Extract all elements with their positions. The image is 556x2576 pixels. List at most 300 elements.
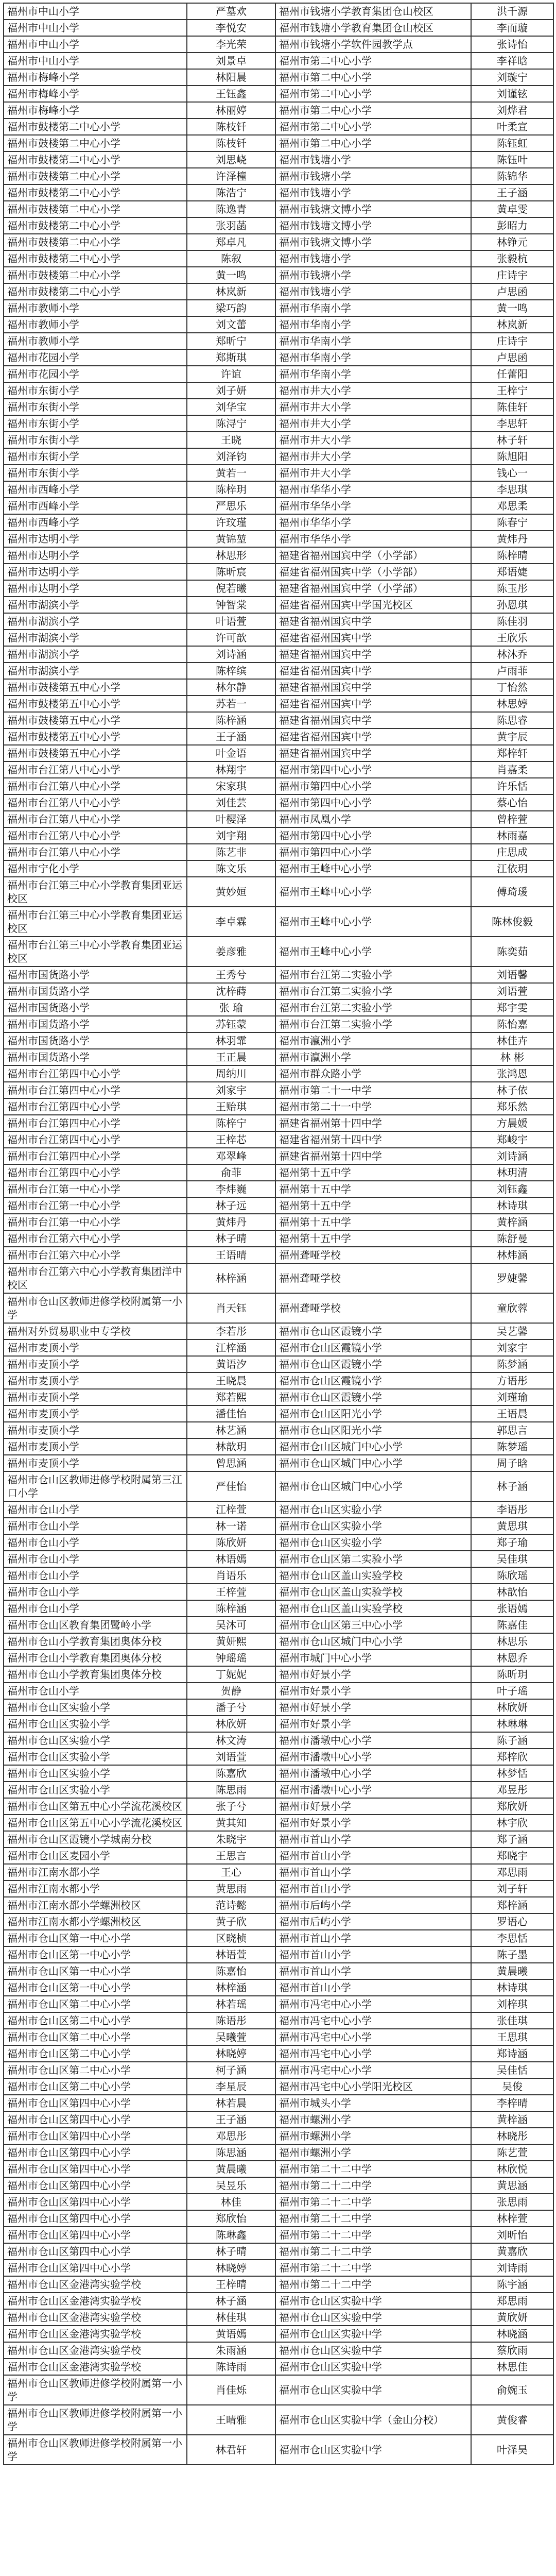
- table-row: [4, 630, 553, 646]
- teacher-cell: 黄若一: [187, 465, 275, 481]
- partner-cell: 林晓涵: [471, 2326, 553, 2342]
- teacher-cell: 陈枝钎: [187, 135, 275, 151]
- partner-cell: 彭昭力: [471, 217, 553, 234]
- school-cell: 福州市宁化小学: [4, 860, 187, 877]
- teacher-cell: 吴曦萱: [187, 2029, 275, 2045]
- teacher-cell: 李卓霖: [187, 907, 275, 937]
- table-row: [4, 844, 553, 860]
- partner-cell: 邓昱彤: [471, 1782, 553, 1798]
- teacher-cell: 黄锦堃: [187, 531, 275, 547]
- partner-cell: 刘语馨: [471, 967, 553, 983]
- partner-cell: 刘瑾瑜: [471, 1389, 553, 1405]
- target-school-cell: 福州市冯宅中心小学: [275, 2029, 471, 2045]
- partner-cell: 林梦恬: [471, 1765, 553, 1782]
- partner-cell: 林晓彤: [471, 2128, 553, 2144]
- table-row: [4, 1438, 553, 1455]
- school-cell: 福州市台江第六中心小学: [4, 1247, 187, 1263]
- teacher-cell: 王心: [187, 1864, 275, 1880]
- table-row: [4, 1683, 553, 1699]
- school-cell: 福州市仓山区第四中心小学: [4, 2227, 187, 2243]
- table-row: [4, 1422, 553, 1438]
- school-cell: 福州市台江第六中心小学: [4, 1230, 187, 1247]
- target-school-cell: 福州第十五中学: [275, 1214, 471, 1230]
- target-school-cell: 福州市仓山区实验小学: [275, 1501, 471, 1518]
- target-school-cell: 福州市钱塘小学教育集团仓山校区: [275, 3, 471, 20]
- table-row: [4, 267, 553, 283]
- teacher-cell: 林佳: [187, 2194, 275, 2210]
- table-row: [4, 1732, 553, 1749]
- school-cell: 福州市达明小学: [4, 580, 187, 597]
- table-row: [4, 2012, 553, 2029]
- teacher-cell: 肖语乐: [187, 1567, 275, 1584]
- teacher-cell: 陈诗雨: [187, 2359, 275, 2375]
- target-school-cell: 福州聋哑学校: [275, 1247, 471, 1263]
- partner-cell: 傅琦瑗: [471, 877, 553, 907]
- target-school-cell: 福州市第二十一中学: [275, 1098, 471, 1115]
- teacher-cell: 黄妍熙: [187, 1633, 275, 1650]
- school-cell: 福州市鼓楼第二中心小学: [4, 267, 187, 283]
- partner-cell: 林沐乔: [471, 646, 553, 663]
- table-row: [4, 151, 553, 168]
- partner-cell: 蔡心怡: [471, 794, 553, 811]
- partner-cell: 林 彬: [471, 1049, 553, 1065]
- target-school-cell: 福州市首山小学: [275, 1979, 471, 1996]
- table-row: [4, 811, 553, 827]
- partner-cell: 刘谨铉: [471, 86, 553, 102]
- teacher-cell: 林一诺: [187, 1518, 275, 1534]
- target-school-cell: 福州市首山小学: [275, 1831, 471, 1848]
- partner-cell: 吴艺馨: [471, 1323, 553, 1340]
- partner-cell: 郑梓轩: [471, 745, 553, 761]
- table-row: [4, 696, 553, 712]
- teacher-cell: 黄语汐: [187, 1356, 275, 1372]
- teacher-cell: 王语晴: [187, 1247, 275, 1263]
- partner-cell: 吴佳琪: [471, 1551, 553, 1567]
- partner-cell: 许乐恬: [471, 778, 553, 794]
- target-school-cell: 福州市冯宅中心小学阳光校区: [275, 2078, 471, 2095]
- school-cell: 福州市东街小学: [4, 415, 187, 432]
- target-school-cell: 福建省福州国宾中学: [275, 663, 471, 679]
- target-school-cell: 福州市冯宅中心小学: [275, 1996, 471, 2012]
- teacher-cell: 许谊: [187, 366, 275, 382]
- table-row: [4, 498, 553, 514]
- partner-cell: 郑乐然: [471, 1098, 553, 1115]
- target-school-cell: 福州市仓山区霞镜小学: [275, 1356, 471, 1372]
- school-cell: 福州市仓山小学: [4, 1501, 187, 1518]
- partner-cell: 黄梓涵: [471, 2111, 553, 2128]
- school-cell: 福州市仓山区第四中心小学: [4, 2243, 187, 2260]
- target-school-cell: 福州市第二中心小学: [275, 69, 471, 86]
- partner-cell: 吴俊: [471, 2078, 553, 2095]
- teacher-cell: 林子晴: [187, 1230, 275, 1247]
- table-row: [4, 1181, 553, 1197]
- teacher-cell: 陈枝钎: [187, 118, 275, 135]
- table-row: [4, 2435, 553, 2465]
- school-cell: 福州市仓山区教师进修学校附属第一小学: [4, 2375, 187, 2405]
- teacher-cell: 沈梓蒔: [187, 983, 275, 999]
- target-school-cell: 福建省福州国宾中学: [275, 630, 471, 646]
- table-row: [4, 1471, 553, 1501]
- table-row: [4, 1455, 553, 1471]
- school-cell: 福州市仓山区第二中心小学: [4, 2045, 187, 2062]
- table-row: [4, 547, 553, 564]
- school-cell: 福州市鼓楼第二中心小学: [4, 234, 187, 250]
- table-row: [4, 2144, 553, 2161]
- teacher-cell: 刘景卓: [187, 53, 275, 69]
- target-school-cell: 福州市仓山区实验中学: [275, 2435, 471, 2465]
- partner-cell: 方晨媛: [471, 1115, 553, 1131]
- table-row: [4, 168, 553, 184]
- table-row: [4, 1131, 553, 1148]
- partner-cell: 陈林俊毅: [471, 907, 553, 937]
- partner-cell: 陈钰虹: [471, 135, 553, 151]
- target-school-cell: 福州市仓山区阳光小学: [275, 1422, 471, 1438]
- school-cell: 福州市台江第一中心小学: [4, 1214, 187, 1230]
- partner-cell: 林琳琳: [471, 1716, 553, 1732]
- table-row: [4, 1263, 553, 1293]
- target-school-cell: 福州市冯宅中心小学: [275, 2012, 471, 2029]
- target-school-cell: 福州市仓山区阳光小学: [275, 1405, 471, 1422]
- table-row: [4, 432, 553, 448]
- table-row: [4, 983, 553, 999]
- teacher-cell: 倪若曦: [187, 580, 275, 597]
- partner-cell: 林梓萱: [471, 2210, 553, 2227]
- target-school-cell: 福州第十五中学: [275, 1181, 471, 1197]
- target-school-cell: 福州市潘墩中心小学: [275, 1782, 471, 1798]
- target-school-cell: 福州聋哑学校: [275, 1263, 471, 1293]
- school-cell: 福州市仓山区麦园小学: [4, 1848, 187, 1864]
- target-school-cell: 福州市钱塘小学: [275, 184, 471, 201]
- partner-cell: 郑欣妍: [471, 1798, 553, 1815]
- teacher-cell: 严思乐: [187, 498, 275, 514]
- target-school-cell: 福州市仓山区城门中心小学: [275, 1438, 471, 1455]
- school-cell: 福州市达明小学: [4, 564, 187, 580]
- target-school-cell: 福州市第二中心小学: [275, 118, 471, 135]
- partner-cell: 陈梓晴: [471, 547, 553, 564]
- teacher-cell: 陈思涵: [187, 2144, 275, 2161]
- table-row: [4, 2359, 553, 2375]
- partner-cell: 张诗怡: [471, 36, 553, 53]
- target-school-cell: 福州市潘墩中心小学: [275, 1749, 471, 1765]
- school-cell: 福州市鼓楼第二中心小学: [4, 217, 187, 234]
- teacher-cell: 肖天钰: [187, 1293, 275, 1323]
- table-row: [4, 1650, 553, 1666]
- table-row: [4, 2260, 553, 2276]
- partner-cell: 黄欣妍: [471, 2309, 553, 2326]
- partner-cell: 童欣蓉: [471, 1293, 553, 1323]
- partner-cell: 林铮元: [471, 234, 553, 250]
- school-cell: 福州市仓山区教师进修学校附属第一小学: [4, 1293, 187, 1323]
- partner-cell: 黄俊睿: [471, 2405, 553, 2435]
- table-row: [4, 465, 553, 481]
- target-school-cell: 福州市仓山区实验中学: [275, 2375, 471, 2405]
- partner-cell: 郑峻宇: [471, 1131, 553, 1148]
- table-row: [4, 69, 553, 86]
- table-row: [4, 2293, 553, 2309]
- partner-cell: 任蕾阳: [471, 366, 553, 382]
- table-row: [4, 316, 553, 333]
- table-row: [4, 3, 553, 20]
- table-row: [4, 2078, 553, 2095]
- partner-cell: 陈佳羽: [471, 613, 553, 630]
- school-cell: 福州市仓山小学: [4, 1683, 187, 1699]
- partner-cell: 钱心一: [471, 465, 553, 481]
- target-school-cell: 福州市井大小学: [275, 465, 471, 481]
- teacher-cell: 叶金语: [187, 745, 275, 761]
- teacher-cell: 郑欣怡: [187, 2210, 275, 2227]
- partner-cell: 陈嘉佳: [471, 1617, 553, 1633]
- table-row: [4, 1065, 553, 1082]
- target-school-cell: 福州市钱塘小学教育集团仓山校区: [275, 20, 471, 36]
- partner-cell: 陈奕茹: [471, 937, 553, 967]
- target-school-cell: 福州市第四中心小学: [275, 761, 471, 778]
- target-school-cell: 福州市仓山区第三中心小学: [275, 1617, 471, 1633]
- partner-cell: 郑语婕: [471, 564, 553, 580]
- school-cell: 福州市东街小学: [4, 399, 187, 415]
- school-cell: 福州市鼓楼第五中心小学: [4, 696, 187, 712]
- school-cell: 福州市仓山区第五中心小学流花溪校区: [4, 1815, 187, 1831]
- table-row: [4, 184, 553, 201]
- table-row: [4, 1293, 553, 1323]
- teacher-cell: 陈嘉怡: [187, 1963, 275, 1979]
- teacher-cell: 林艺涵: [187, 1422, 275, 1438]
- teacher-cell: 严佳怡: [187, 1471, 275, 1501]
- school-cell: 福州市仓山区第一中心小学: [4, 1963, 187, 1979]
- table-row: [4, 366, 553, 382]
- school-cell: 福州市仓山小学教育集团奥体分校: [4, 1650, 187, 1666]
- school-cell: 福州市国货路小学: [4, 1032, 187, 1049]
- teacher-cell: 朱雨涵: [187, 2342, 275, 2359]
- teacher-cell: 许可歆: [187, 630, 275, 646]
- school-cell: 福州市麦顶小学: [4, 1438, 187, 1455]
- teacher-cell: 李若彤: [187, 1323, 275, 1340]
- target-school-cell: 福州市仓山区霞镜小学: [275, 1389, 471, 1405]
- teacher-cell: 钟智棠: [187, 597, 275, 613]
- target-school-cell: 福州市仓山区城门中心小学: [275, 1471, 471, 1501]
- school-cell: 福州市台江第八中心小学: [4, 844, 187, 860]
- teacher-cell: 王子涵: [187, 2111, 275, 2128]
- school-cell: 福州市台江第八中心小学: [4, 778, 187, 794]
- school-cell: 福州市仓山区第五中心小学流花溪校区: [4, 1798, 187, 1815]
- partner-cell: 林佳卉: [471, 1032, 553, 1049]
- table-row: [4, 2045, 553, 2062]
- target-school-cell: 福州市第二十二中学: [275, 2177, 471, 2194]
- teacher-cell: 苏钰蒙: [187, 1016, 275, 1032]
- partner-cell: 卢思函: [471, 283, 553, 300]
- target-school-cell: 福州市仓山区盖山实验学校: [275, 1567, 471, 1584]
- target-school-cell: 福州市王峰中心小学: [275, 907, 471, 937]
- teacher-cell: 钟瑶瑶: [187, 1650, 275, 1666]
- teacher-cell: 陈琳鑫: [187, 2227, 275, 2243]
- school-cell: 福州市仓山区第二中心小学: [4, 1996, 187, 2012]
- partner-cell: 林岚新: [471, 316, 553, 333]
- teacher-cell: 王钰鑫: [187, 86, 275, 102]
- partner-cell: 郑子瑜: [471, 1534, 553, 1551]
- partner-cell: 郑梓涵: [471, 1897, 553, 1913]
- table-row: [4, 1666, 553, 1683]
- teacher-cell: 曾思涵: [187, 1455, 275, 1471]
- table-row: [4, 745, 553, 761]
- partner-cell: 王子涵: [471, 184, 553, 201]
- teacher-cell: 王梓芯: [187, 1131, 275, 1148]
- school-cell: 福州市仓山区教师进修学校附属第一小学: [4, 2405, 187, 2435]
- table-row: [4, 1584, 553, 1600]
- teacher-cell: 吴昱乐: [187, 2177, 275, 2194]
- table-row: [4, 2161, 553, 2177]
- school-cell: 福州市西峰小学: [4, 481, 187, 498]
- teacher-cell: 陈思雨: [187, 1782, 275, 1798]
- partner-cell: 邓思雨: [471, 1864, 553, 1880]
- table-row: [4, 937, 553, 967]
- target-school-cell: 福州市螺洲小学: [275, 2128, 471, 2144]
- table-row: [4, 1913, 553, 1930]
- school-cell: 福州市湖滨小学: [4, 646, 187, 663]
- document-page: [3, 3, 554, 2465]
- partner-cell: 林欣悦: [471, 2161, 553, 2177]
- school-cell: 福州市仓山小学: [4, 1567, 187, 1584]
- table-row: [4, 514, 553, 531]
- target-school-cell: 福州市城门中心小学: [275, 1650, 471, 1666]
- target-school-cell: 福州市首山小学: [275, 1880, 471, 1897]
- table-row: [4, 283, 553, 300]
- partner-cell: 罗婕馨: [471, 1263, 553, 1293]
- partner-cell: 黄晨曦: [471, 1963, 553, 1979]
- teacher-cell: 王晴雅: [187, 2405, 275, 2435]
- table-row: [4, 1115, 553, 1131]
- teacher-cell: 吴沐可: [187, 1617, 275, 1633]
- school-cell: 福州市台江第三中心小学教育集团亚运校区: [4, 937, 187, 967]
- target-school-cell: 福州市第二十二中学: [275, 2210, 471, 2227]
- table-row: [4, 646, 553, 663]
- school-cell: 福州市仓山小学: [4, 1600, 187, 1617]
- school-cell: 福州市仓山小学: [4, 1584, 187, 1600]
- target-school-cell: 福州市华南小学: [275, 349, 471, 366]
- partner-cell: 张毅杭: [471, 250, 553, 267]
- partner-cell: 林子涵: [471, 1471, 553, 1501]
- partner-cell: 陈春宁: [471, 514, 553, 531]
- partner-cell: 庄思成: [471, 844, 553, 860]
- target-school-cell: 福州市后屿小学: [275, 1897, 471, 1913]
- table-row: [4, 663, 553, 679]
- target-school-cell: 福州市潘墩中心小学: [275, 1732, 471, 1749]
- table-row: [4, 967, 553, 983]
- table-row: [4, 2276, 553, 2293]
- teacher-cell: 陈逸青: [187, 201, 275, 217]
- teacher-cell: 黄思雨: [187, 1880, 275, 1897]
- table-row: [4, 999, 553, 1016]
- teacher-cell: 王晓晨: [187, 1372, 275, 1389]
- table-row: [4, 2375, 553, 2405]
- school-cell: 福州市花园小学: [4, 366, 187, 382]
- school-cell: 福州市仓山区第四中心小学: [4, 2095, 187, 2111]
- partner-cell: 林歆怡: [471, 1584, 553, 1600]
- school-cell: 福州市达明小学: [4, 547, 187, 564]
- school-cell: 福州市东街小学: [4, 448, 187, 465]
- target-school-cell: 福州市第二中心小学: [275, 102, 471, 118]
- teacher-cell: 林子晴: [187, 2243, 275, 2260]
- school-cell: 福州市鼓楼第二中心小学: [4, 184, 187, 201]
- school-cell: 福州市麦顶小学: [4, 1405, 187, 1422]
- table-row: [4, 2128, 553, 2144]
- target-school-cell: 福州市钱塘小学: [275, 267, 471, 283]
- school-cell: 福州市仓山区实验小学: [4, 1765, 187, 1782]
- partner-cell: 李思恬: [471, 1930, 553, 1946]
- partner-cell: 蔡欣雨: [471, 2342, 553, 2359]
- target-school-cell: 福州市瀛洲小学: [275, 1049, 471, 1065]
- target-school-cell: 福建省福州第十四中学: [275, 1131, 471, 1148]
- partner-cell: 丁怡然: [471, 679, 553, 696]
- partner-cell: 林诗琪: [471, 1197, 553, 1214]
- teacher-cell: 王正晨: [187, 1049, 275, 1065]
- target-school-cell: 福州市第二中心小学: [275, 86, 471, 102]
- target-school-cell: 福州第十五中学: [275, 1197, 471, 1214]
- school-cell: 福州市麦顶小学: [4, 1389, 187, 1405]
- target-school-cell: 福州市好景小学: [275, 1699, 471, 1716]
- teacher-cell: 林语嫣: [187, 1551, 275, 1567]
- teacher-cell: 陈艺非: [187, 844, 275, 860]
- school-cell: 福州市湖滨小学: [4, 597, 187, 613]
- table-row: [4, 2227, 553, 2243]
- partner-cell: 张佳琪: [471, 2012, 553, 2029]
- school-cell: 福州对外贸易职业中专学校: [4, 1323, 187, 1340]
- target-school-cell: 福州市仓山区实验小学: [275, 1518, 471, 1534]
- teacher-cell: 陈梓宁: [187, 1115, 275, 1131]
- target-school-cell: 福州市好景小学: [275, 1815, 471, 1831]
- table-row: [4, 1831, 553, 1848]
- school-cell: 福州市国货路小学: [4, 999, 187, 1016]
- target-school-cell: 福建省福州国宾中学: [275, 696, 471, 712]
- partner-cell: 陈旭阳: [471, 448, 553, 465]
- target-school-cell: 福州市第二十一中学: [275, 1082, 471, 1098]
- target-school-cell: 福州市台江第二实验小学: [275, 983, 471, 999]
- school-cell: 福州市仓山区教师进修学校附属第一小学: [4, 2435, 187, 2465]
- school-cell: 福州市东街小学: [4, 382, 187, 399]
- teacher-cell: 刘泽钧: [187, 448, 275, 465]
- table-row: [4, 382, 553, 399]
- target-school-cell: 福州市钱塘小学: [275, 250, 471, 267]
- target-school-cell: 福州市瀛洲小学: [275, 1032, 471, 1049]
- target-school-cell: 福州市好景小学: [275, 1683, 471, 1699]
- partner-cell: 郑思雨: [471, 2293, 553, 2309]
- partner-cell: 黄卓雯: [471, 201, 553, 217]
- table-row: [4, 1551, 553, 1567]
- partner-cell: 洪千源: [471, 3, 553, 20]
- teacher-cell: 李悦安: [187, 20, 275, 36]
- school-cell: 福州市仓山小学: [4, 1551, 187, 1567]
- partner-cell: 方语彤: [471, 1372, 553, 1389]
- table-row: [4, 1880, 553, 1897]
- target-school-cell: 福州市台江第二实验小学: [275, 999, 471, 1016]
- teacher-cell: 邓翠峰: [187, 1148, 275, 1164]
- table-row: [4, 1765, 553, 1782]
- teacher-cell: 陈浩宁: [187, 184, 275, 201]
- target-school-cell: 福州市第四中心小学: [275, 778, 471, 794]
- table-row: [4, 2029, 553, 2045]
- teacher-cell: 林岚新: [187, 283, 275, 300]
- target-school-cell: 福建省福州第十四中学: [275, 1148, 471, 1164]
- target-school-cell: 福州市第二十二中学: [275, 2276, 471, 2293]
- partner-cell: 李祥晗: [471, 53, 553, 69]
- school-cell: 福州市仓山小学教育集团奥体分校: [4, 1633, 187, 1650]
- teacher-cell: 苏若一: [187, 696, 275, 712]
- partner-cell: 陈佳轩: [471, 399, 553, 415]
- school-cell: 福州市仓山区教师进修学校附属第三江口小学: [4, 1471, 187, 1501]
- table-row: [4, 728, 553, 745]
- table-row: [4, 1716, 553, 1732]
- target-school-cell: 福州市潘墩中心小学: [275, 1765, 471, 1782]
- table-row: [4, 217, 553, 234]
- teacher-cell: 林晓婷: [187, 2045, 275, 2062]
